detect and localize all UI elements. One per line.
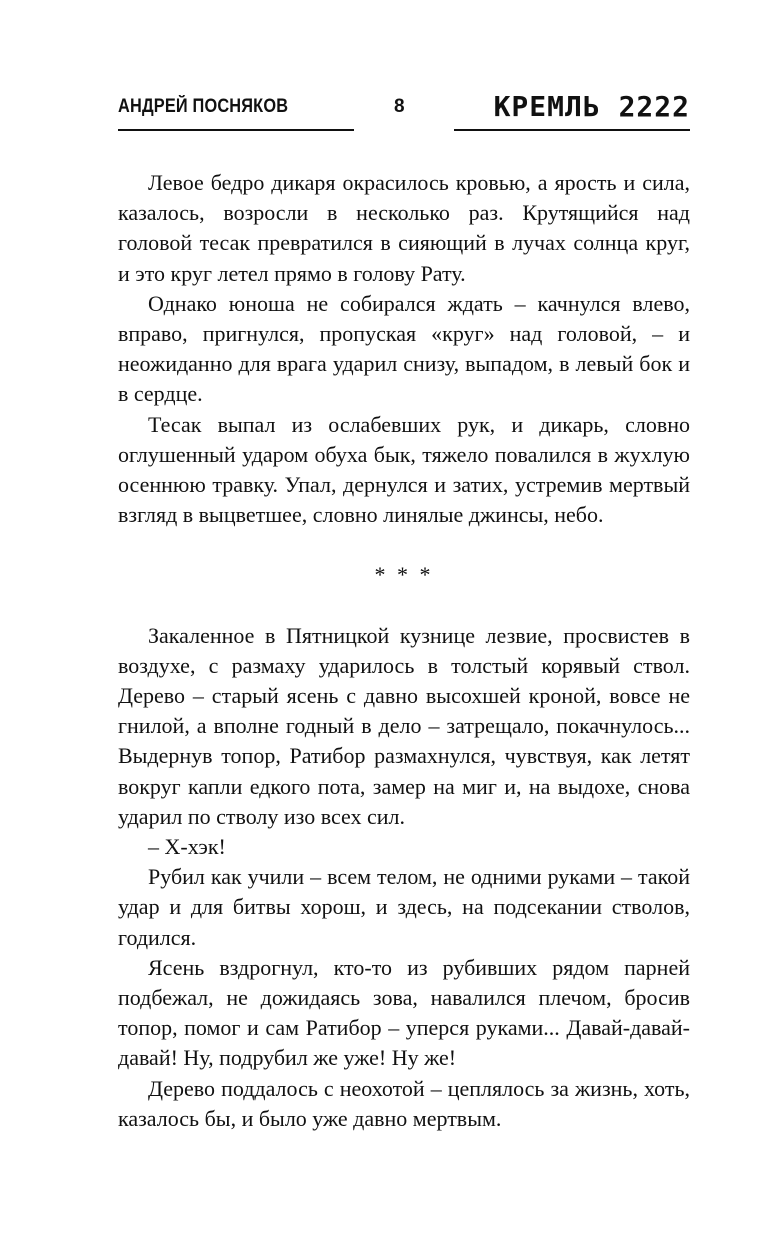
author-name: АНДРЕЙ ПОСНЯКОВ xyxy=(118,96,289,117)
header-rule-right xyxy=(454,129,690,131)
page-number: 8 xyxy=(394,96,405,117)
paragraph: Левое бедро дикаря окрасилось кровью, а ярость и сила, казалось, возросли в несколько раз. Крутящийся над головой тесак превратился в сияющий в лучах солнца круг, и это круг летел прямо в голову Рату. xyxy=(118,170,690,286)
page-body xyxy=(118,168,690,1134)
section-separator: * * * xyxy=(374,562,434,588)
dialogue-line: – Х-хэк! xyxy=(148,834,226,860)
paragraph: Ясень вздрогнул, кто-то из рубивших рядом парней подбежал, не дожидаясь зова, навалился плечом, бросив топор, помог и сам Ратибор – уперся руками... Давай-давай-давай! Ну, подрубил же уже! Ну же! xyxy=(118,954,690,1071)
paragraph: Однако юноша не собирался ждать – качнулся влево, вправо, пригнулся, пропуская «круг» над головой, – и неожиданно для врага ударил снизу, выпадом, в левый бок и в сердце. xyxy=(118,290,690,407)
paragraph: Закаленное в Пятницкой кузнице лезвие, просвистев в воздухе, с размаху ударилось в толстый корявый ствол. Дерево – старый ясень с давно высохшей кроной, вовсе не гнилой, а вполне годный в дело – затрещало, покачнулось... Выдернув топор, Ратибор размахнулся, чувствуя, как летят вокруг капли едкого пота, замер на миг и, на выдохе, снова ударил по стволу изо всех сил. xyxy=(118,622,690,829)
header-rule-left xyxy=(118,129,354,131)
paragraph: Дерево поддалось с неохотой – цеплялось за жизнь, хоть, казалось бы, и было уже давно мертвым. xyxy=(118,1075,690,1131)
book-title: КРЕМЛЬ 2222 xyxy=(493,90,690,123)
paragraph: Рубил как учили – всем телом, не одними руками – такой удар и для битвы хорош, и здесь, на подсекании стволов, годился. xyxy=(118,864,690,950)
paragraph: Тесак выпал из ослабевших рук, и дикарь, словно оглушенный ударом обуха бык, тяжело повалился в жухлую осеннюю травку. Упал, дернулся и затих, устремив мертвый взгляд в выцветшее, словно линялые джинсы, небо. xyxy=(118,411,690,528)
running-header xyxy=(118,92,690,134)
